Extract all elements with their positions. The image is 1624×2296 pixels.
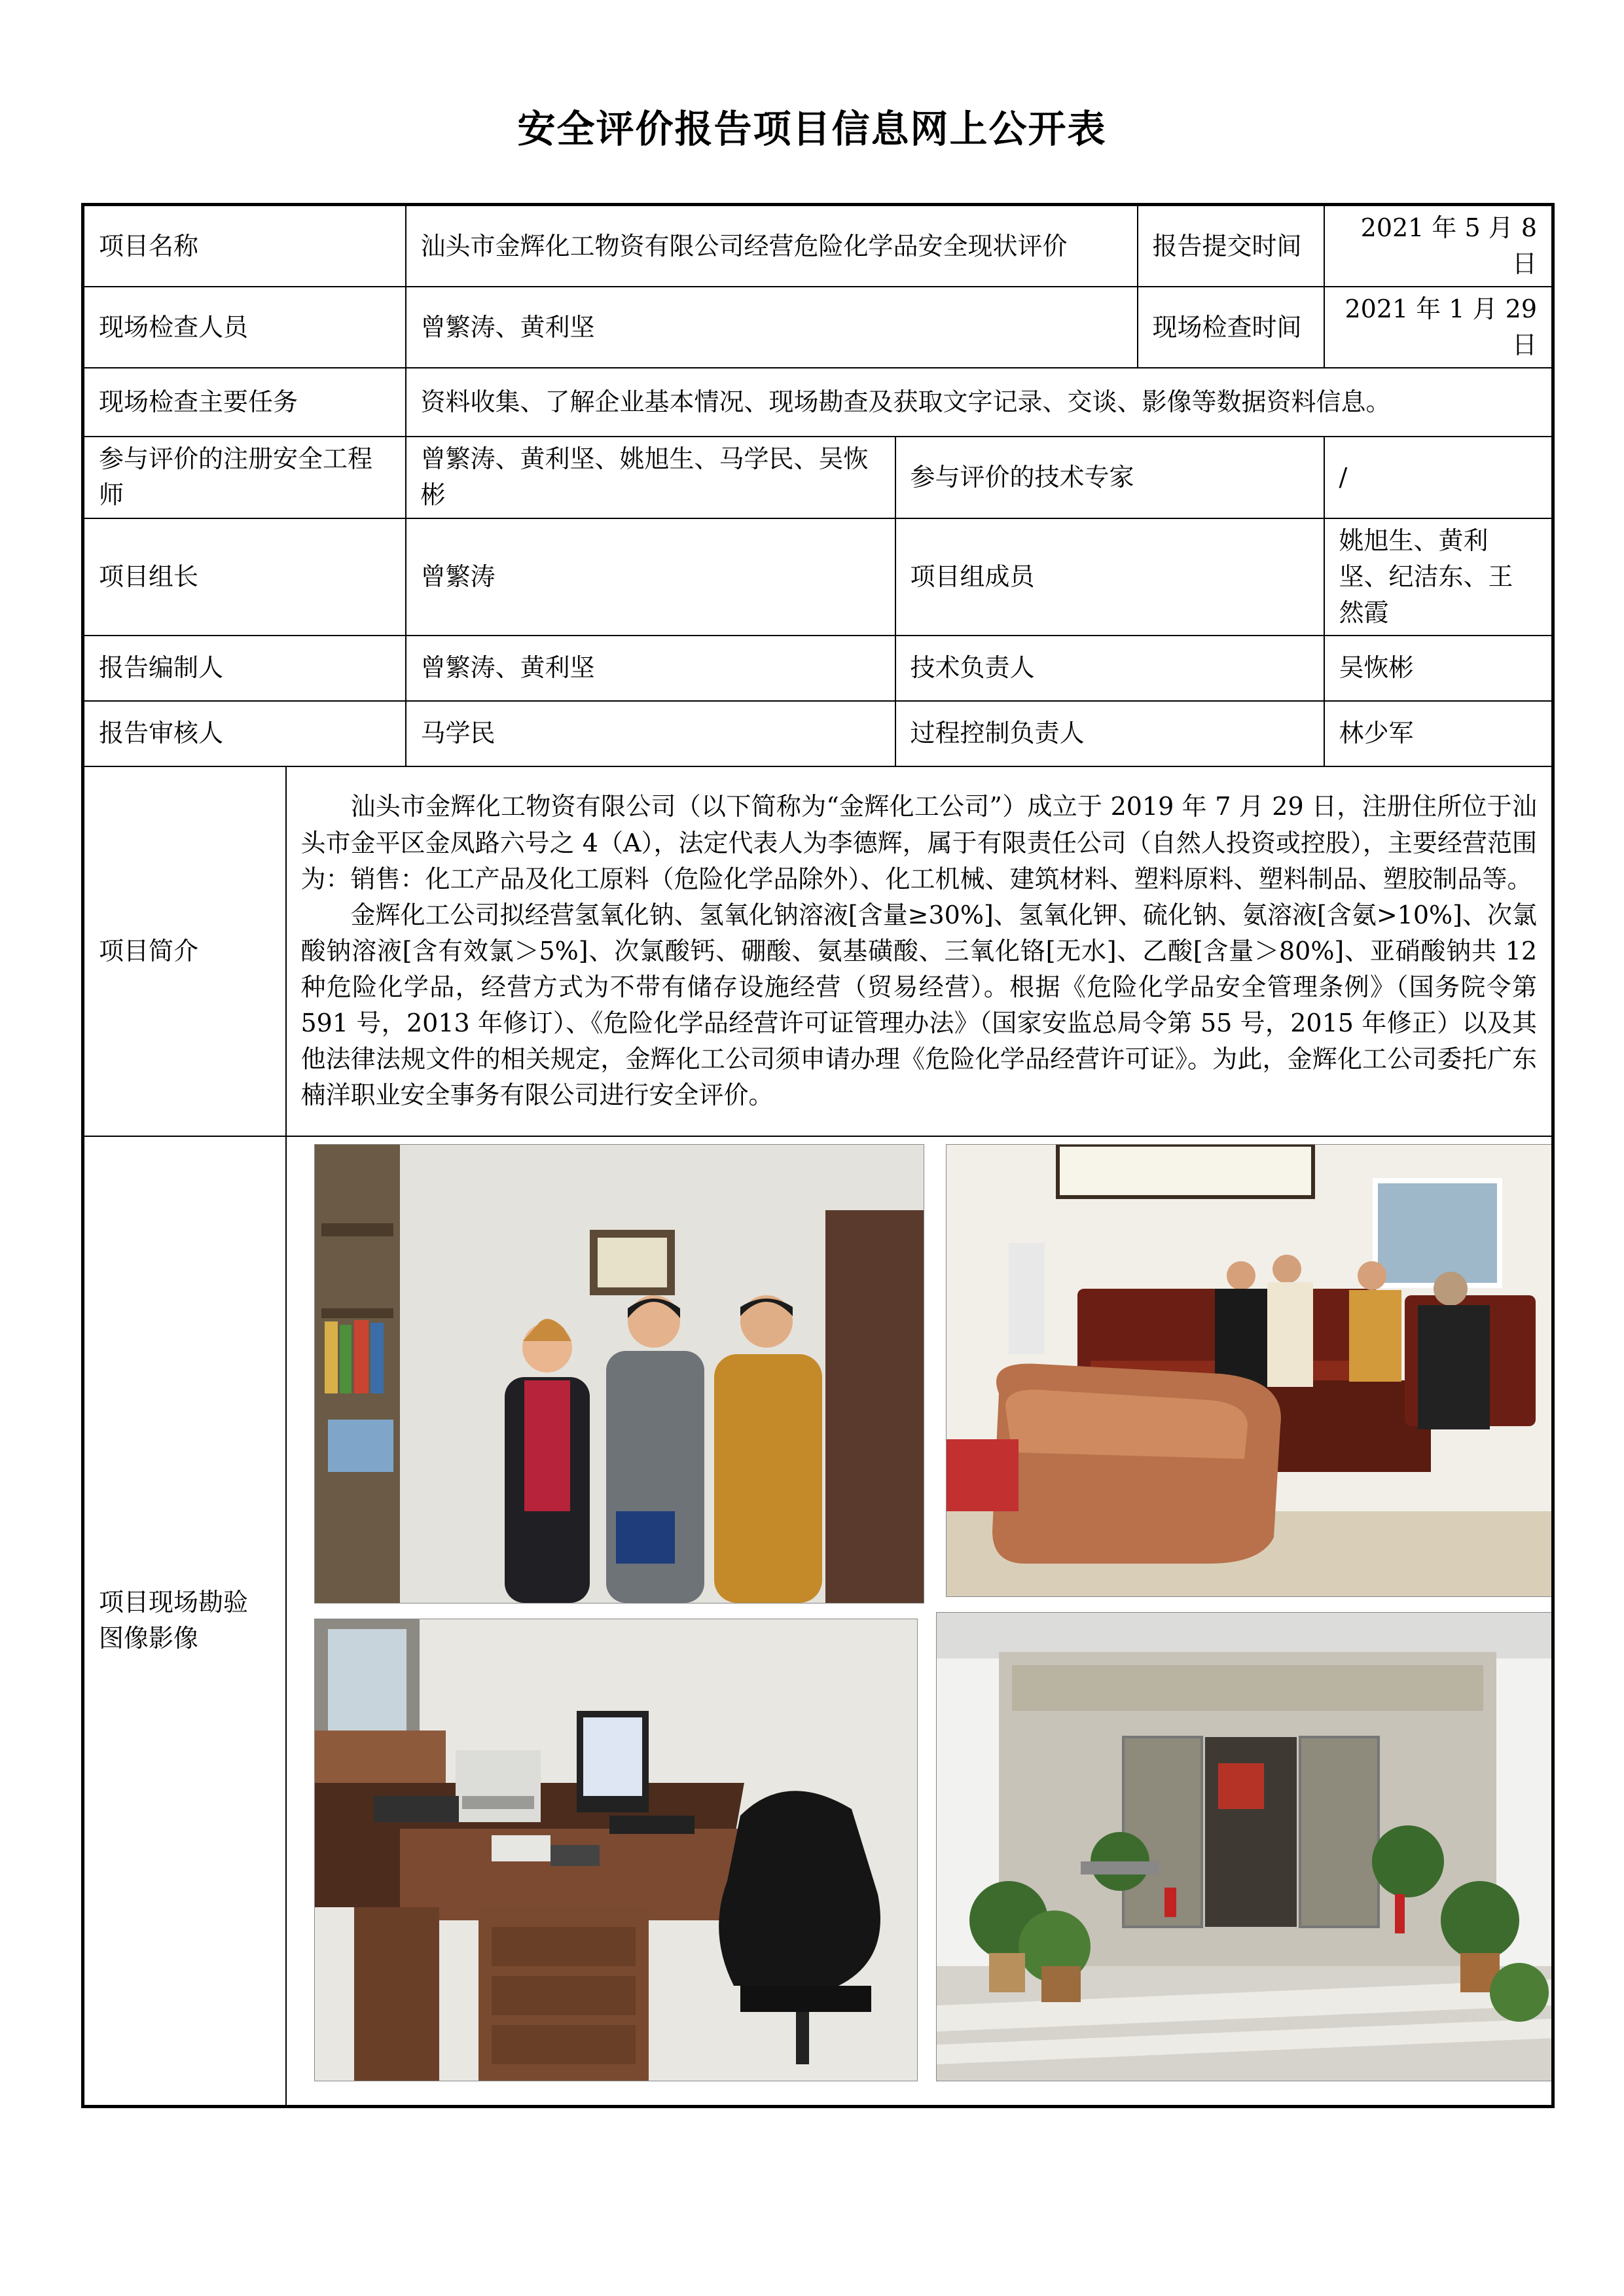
project-name-label: 项目名称 — [83, 205, 406, 287]
submit-date-value: 2021 年 5 月 8 日 — [1324, 205, 1553, 287]
project-name-value: 汕头市金辉化工物资有限公司经营危险化学品安全现状评价 — [406, 205, 1138, 287]
photos-cell — [286, 1136, 1553, 2107]
inspection-date-value: 2021 年 1 月 29 日 — [1324, 287, 1553, 368]
compiler-label: 报告编制人 — [83, 636, 406, 701]
tech-lead-value: 吴恢彬 — [1324, 636, 1553, 701]
intro-body — [286, 766, 1553, 1136]
engineers-value: 曾繁涛、黄利坚、姚旭生、马学民、吴恢彬 — [406, 437, 895, 518]
engineers-label: 参与评价的注册安全工程师 — [83, 437, 406, 518]
site-photo-meeting — [946, 1144, 1553, 1597]
main-task-value: 资料收集、了解企业基本情况、现场勘查及获取文字记录、交谈、影像等数据资料信息。 — [406, 368, 1553, 437]
inspectors-label: 现场检查人员 — [83, 287, 406, 368]
reviewer-value: 马学民 — [406, 701, 895, 766]
process-control-value: 林少军 — [1324, 701, 1553, 766]
members-label: 项目组成员 — [895, 518, 1324, 636]
submit-date-label: 报告提交时间 — [1138, 205, 1324, 287]
experts-label: 参与评价的技术专家 — [895, 437, 1324, 518]
photos-label: 项目现场勘验图像影像 — [83, 1136, 286, 2107]
site-photo-staff — [314, 1144, 924, 1604]
tech-lead-label: 技术负责人 — [895, 636, 1324, 701]
info-table — [81, 203, 1555, 2108]
experts-value: / — [1324, 437, 1553, 518]
members-value: 姚旭生、黄利坚、纪洁东、王然霞 — [1324, 518, 1553, 636]
intro-paragraph-1: 汕头市金辉化工物资有限公司（以下简称为“金辉化工公司”）成立于 2019 年 7 月 29 日，注册住所位于汕头市金平区金凤路六号之 4（A），法定代表人为李德辉，属于有限责任公司（自然人投资或控股），主要经营范围为：销售：化工产品及化工原料（危险化学品除外）、化工机械、建筑材料、塑料原料、塑料制品、塑胶制品等。 — [300, 792, 1538, 893]
inspectors-value: 曾繁涛、黄利坚 — [406, 287, 1138, 368]
inspection-date-label: 现场检查时间 — [1138, 287, 1324, 368]
leader-label: 项目组长 — [83, 518, 406, 636]
document-title: 安全评价报告项目信息网上公开表 — [517, 107, 1107, 151]
compiler-value: 曾繁涛、黄利坚 — [406, 636, 895, 701]
intro-label: 项目简介 — [83, 766, 286, 1136]
leader-value: 曾繁涛 — [406, 518, 895, 636]
reviewer-label: 报告审核人 — [83, 701, 406, 766]
site-photo-entrance — [936, 1612, 1553, 2081]
process-control-label: 过程控制负责人 — [895, 701, 1324, 766]
intro-paragraph-2: 金辉化工公司拟经营氢氧化钠、氢氧化钠溶液[含量≥30%]、氢氧化钾、硫化钠、氨溶液[含氨>10%]、次氯酸钠溶液[含有效氯＞5%]、次氯酸钙、硼酸、氨基磺酸、三氧化铬[无水]、乙酸[含量＞80%]、亚硝酸钠共 12 种危险化学品，经营方式为不带有储存设施经营（贸易经营）。根据《危险化学品安全管理条例》（国务院令第 591 号，2013 年修订）、《危险化学品经营许可证管理办法》（国家安监总局令第 55 号，2015 年修正）以及其他法律法规文件的相关规定，金辉化工公司须申请办理《危险化学品经营许可证》。为此，金辉化工公司委托广东楠洋职业安全事务有限公司进行安全评价。 — [300, 900, 1538, 1110]
site-photo-office-desk — [314, 1619, 918, 2081]
main-task-label: 现场检查主要任务 — [83, 368, 406, 437]
